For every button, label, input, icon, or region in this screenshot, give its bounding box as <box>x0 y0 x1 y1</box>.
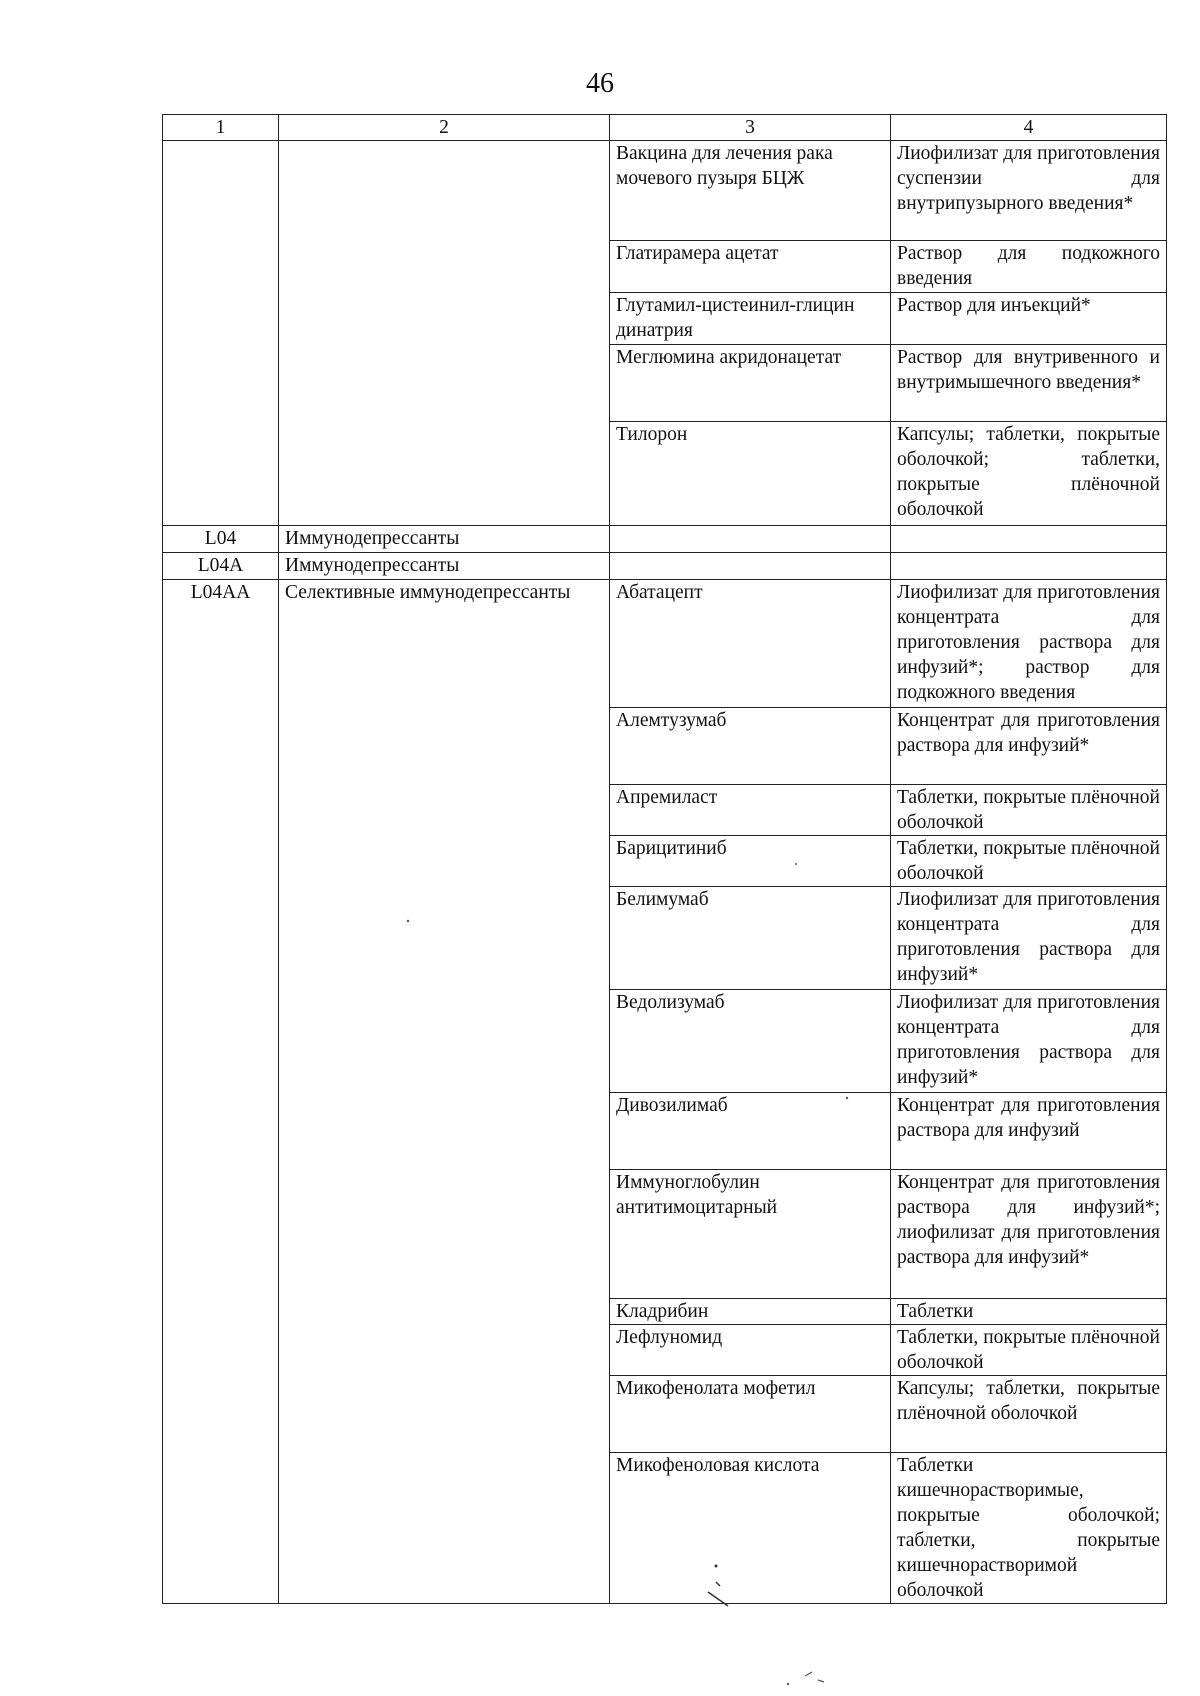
form-cell: Капсулы; таблетки, покрытые оболочкой; таблетки, покрытые плёночной оболочкой <box>891 422 1167 526</box>
form-cell: Лиофилизат для приготовления концентрата для приготовления раствора для инфузий*; раствор для подкожного введения <box>891 580 1167 708</box>
form-cell: Таблетки, покрытые плёночной оболочкой <box>891 785 1167 836</box>
drug-cell: Апремиласт <box>610 785 891 836</box>
table-row <box>163 141 1167 241</box>
table-row <box>163 580 1167 708</box>
drug-cell: Лефлуномид <box>610 1325 891 1376</box>
form-cell: Таблетки, покрытые плёночной оболочкой <box>891 1325 1167 1376</box>
column-number-row <box>163 115 1167 141</box>
drug-cell: Ведолизумаб <box>610 990 891 1093</box>
scan-speck <box>805 1672 812 1676</box>
drug-cell: Вакцина для лечения рака мочевого пузыря БЦЖ <box>610 141 891 241</box>
column-number: 1 <box>163 115 279 141</box>
form-cell: Таблетки <box>891 1299 1167 1325</box>
drug-cell: Дивозилимаб <box>610 1093 891 1170</box>
drug-cell <box>610 553 891 580</box>
table-row <box>163 553 1167 580</box>
group-cell <box>279 141 610 526</box>
group-cell: Селективные иммунодепрессанты <box>279 580 610 1604</box>
form-cell: Лиофилизат для приготовления концентрата для приготовления раствора для инфузий* <box>891 887 1167 990</box>
drug-cell: Тилорон <box>610 422 891 526</box>
form-cell: Раствор для внутривенного и внутримышечного введения* <box>891 345 1167 422</box>
form-cell: Капсулы; таблетки, покрытые плёночной оболочкой <box>891 1376 1167 1453</box>
drug-cell: Барицитиниб <box>610 836 891 887</box>
code-cell: L04A <box>163 553 279 580</box>
drug-cell: Алемтузумаб <box>610 708 891 785</box>
drug-cell: Кладрибин <box>610 1299 891 1325</box>
column-number: 3 <box>610 115 891 141</box>
form-cell: Раствор для подкожного введения <box>891 241 1167 293</box>
form-cell: Лиофилизат для приготовления суспензии для внутрипузырного введения* <box>891 141 1167 241</box>
form-cell: Лиофилизат для приготовления концентрата для приготовления раствора для инфузий* <box>891 990 1167 1093</box>
form-cell: Таблетки кишечнорастворимые, покрытые оболочкой; таблетки, покрытые кишечнорастворимой оболочкой <box>891 1453 1167 1604</box>
drug-cell: Глутамил-цистеинил-глицин динатрия <box>610 293 891 345</box>
code-cell: L04 <box>163 526 279 553</box>
group-cell: Иммунодепрессанты <box>279 553 610 580</box>
form-cell <box>891 553 1167 580</box>
form-cell <box>891 526 1167 553</box>
drug-cell: Белимумаб <box>610 887 891 990</box>
table-row <box>163 526 1167 553</box>
drug-table <box>162 114 1167 1604</box>
scan-speck <box>787 1683 789 1685</box>
drug-cell: Абатацепт <box>610 580 891 708</box>
form-cell: Концентрат для приготовления раствора для инфузий <box>891 1093 1167 1170</box>
form-cell: Таблетки, покрытые плёночной оболочкой <box>891 836 1167 887</box>
drug-cell: Микофенолата мофетил <box>610 1376 891 1453</box>
column-number: 4 <box>891 115 1167 141</box>
code-cell: L04AA <box>163 580 279 1604</box>
column-number: 2 <box>279 115 610 141</box>
group-cell: Иммунодепрессанты <box>279 526 610 553</box>
drug-cell: Иммуноглобулин антитимоцитарный <box>610 1170 891 1299</box>
drug-cell: Меглюмина акридонацетат <box>610 345 891 422</box>
drug-cell: Глатирамера ацетат <box>610 241 891 293</box>
page-number: 46 <box>586 68 614 99</box>
form-cell: Концентрат для приготовления раствора для инфузий* <box>891 708 1167 785</box>
drug-cell: Микофеноловая кислота <box>610 1453 891 1604</box>
scan-speck <box>818 1680 824 1682</box>
drug-cell <box>610 526 891 553</box>
form-cell: Концентрат для приготовления раствора для инфузий*; лиофилизат для приготовления раствора для инфузий* <box>891 1170 1167 1299</box>
form-cell: Раствор для инъекций* <box>891 293 1167 345</box>
code-cell <box>163 141 279 526</box>
